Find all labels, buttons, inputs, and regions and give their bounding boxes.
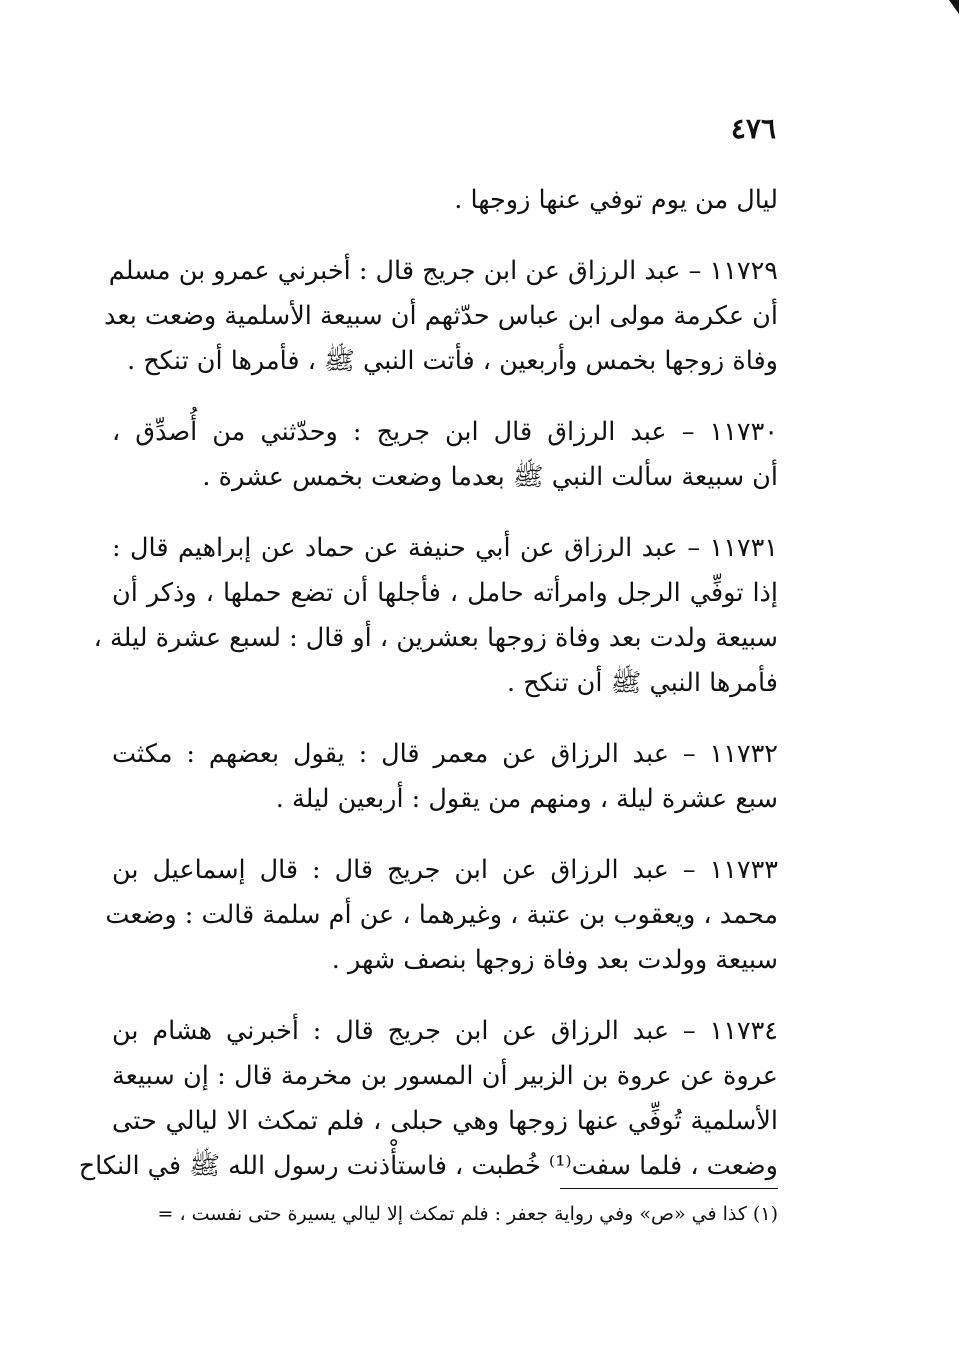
text-line: سبيعة وولدت بعد وفاة زوجها بنصف شهر . [331,945,778,975]
footnote-divider [560,1188,778,1189]
corner-mark [949,0,959,14]
paragraph-11731 [93,526,778,706]
text-line: محمد ، ويعقوب بن عتبة ، وغيرهما ، عن أم سلمة قالت : وضعت [105,900,778,930]
paragraph-11734 [78,1009,778,1189]
text-line: ١١٧٢٩ – عبد الرزاق عن ابن جريج قال : أخبرني عمرو بن مسلم [108,256,778,286]
text-line: ١١٧٣١ – عبد الرزاق عن أبي حنيفة عن حماد عن إبراهيم قال : [112,533,778,563]
text-line: أن سبيعة سألت النبي ﷺ بعدما وضعت بخمس عشرة . [202,462,778,492]
text-line: عروة عن عروة بن الزبير أن المسور بن مخرمة قال : إن سبيعة [112,1061,778,1091]
paragraph-11730 [112,410,778,500]
text-line: سبع عشرة ليلة ، ومنهم من يقول : أربعين ليلة . [275,784,778,814]
text-line: ١١٧٣٢ – عبد الرزاق عن معمر قال : يقول بعضهم : مكثت [112,739,778,769]
paragraph-11732 [112,732,778,822]
text-line: ١١٧٣٠ – عبد الرزاق قال ابن جريج : وحدّثني من أُصدِّق ، [112,417,778,447]
text-line: فأمرها النبي ﷺ أن تنكح . [507,668,778,698]
text-line: سبيعة ولدت بعد وفاة زوجها بعشرين ، أو قال : لسبع عشرة ليلة ، [93,623,778,653]
text-line: وفاة زوجها بخمس وأربعين ، فأتت النبي ﷺ ، فأمرها أن تنكح . [127,346,778,376]
text-line: ليال من يوم توفي عنها زوجها . [454,185,778,215]
paragraph-11729 [104,249,778,384]
text-line: وضعت ، فلما سفت⁽¹⁾ خُطبت ، فاستأْذنت رسول الله ﷺ في النكاح [78,1151,778,1181]
main-text [78,178,778,1189]
paragraph-11733 [105,848,778,983]
paragraph-1 [112,178,778,223]
text-line: إذا توفِّي الرجل وامرأته حامل ، فأجلها أن تضع حملها ، وذكر أن [112,578,778,608]
page-number: ٤٧٦ [730,112,776,145]
text-line: أن عكرمة مولى ابن عباس حدّثهم أن سبيعة الأسلمية وضعت بعد [104,301,778,331]
text-line: ١١٧٣٣ – عبد الرزاق عن ابن جريج قال : قال إسماعيل بن [112,855,778,885]
footnote: (١) كذا في «ص» وفي رواية جعفر : فلم تمكث إلا ليالي يسيرة حتى نفست ، = [157,1203,778,1225]
text-line: ١١٧٣٤ – عبد الرزاق عن ابن جريج قال : أخبرني هشام بن [112,1016,778,1046]
text-line: الأسلمية تُوفِّي عنها زوجها وهي حبلى ، فلم تمكث الا ليالي حتى [112,1106,778,1136]
